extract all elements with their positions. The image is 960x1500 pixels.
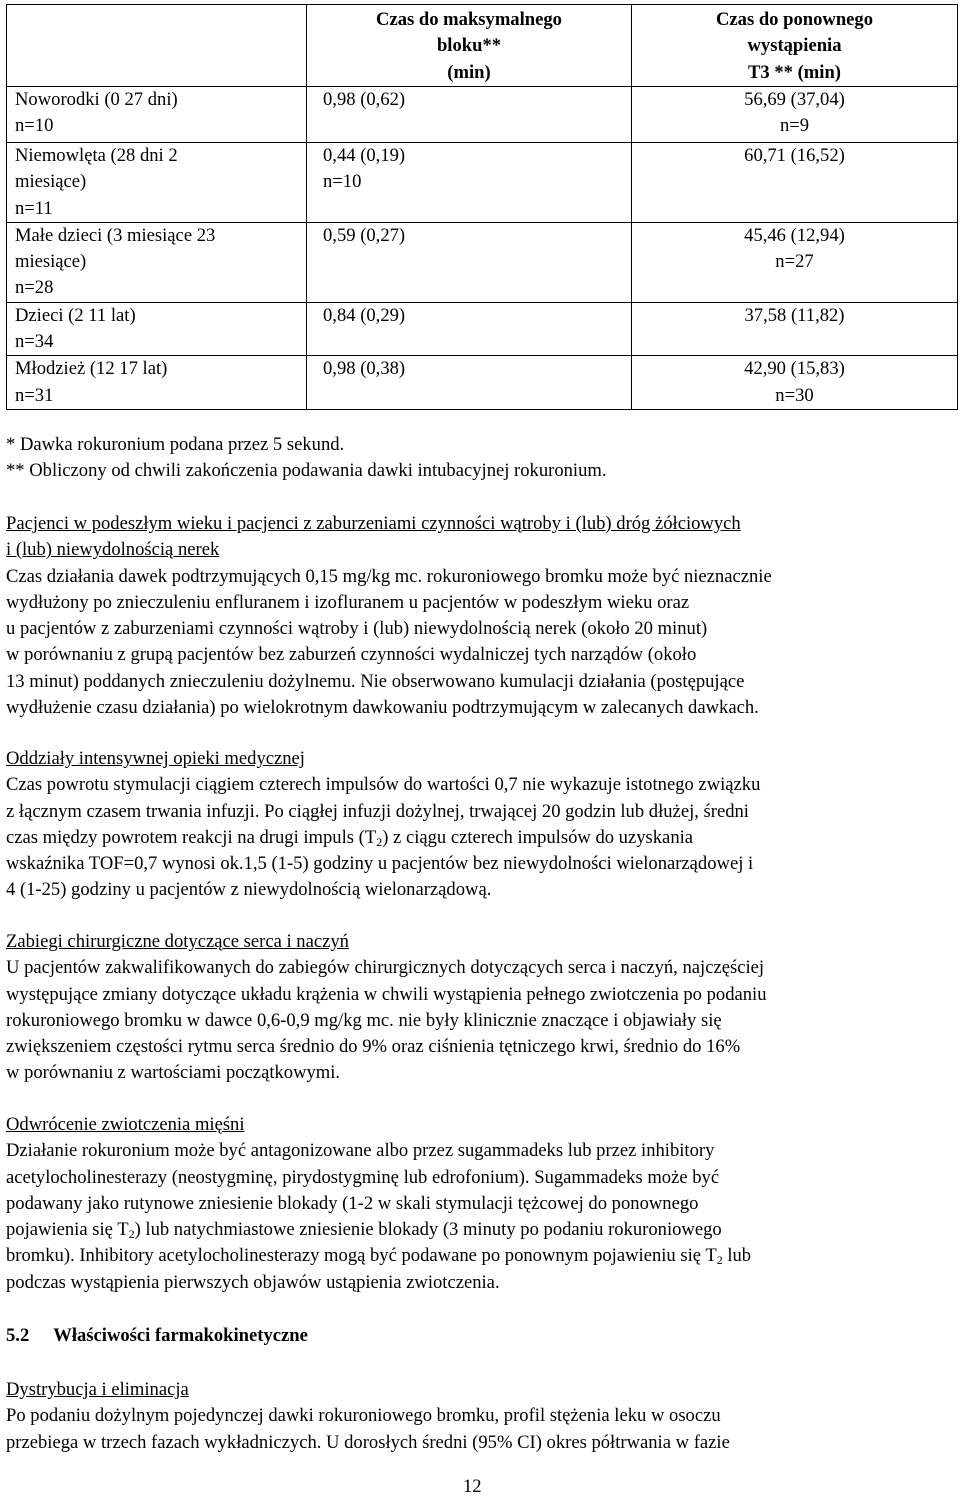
table-header-empty (7, 5, 307, 87)
paragraph-line: podawany jako rutynowe zniesienie blokady (1-2 w skali stymulacji tężcowej do ponownego (6, 1192, 699, 1214)
section-heading: Odwrócenie zwiotczenia mięśni (6, 1114, 245, 1135)
table-row (7, 222, 958, 302)
recovery-cell: 42,90 (15,83) n=30 (632, 356, 958, 410)
section-number: 5.2 (6, 1325, 30, 1346)
paragraph-line: Czas działania dawek podtrzymujących 0,15 mg/kg mc. rokuroniowego bromku może być nieznacznie (6, 565, 772, 587)
paragraph-line: podczas wystąpienia pierwszych objawów ustąpienia zwiotczenia. (6, 1271, 500, 1293)
footnote: * Dawka rokuronium podana przez 5 sekund. (6, 434, 345, 455)
paragraph-line: rokuroniowego bromku w dawce 0,6-0,9 mg/kg mc. nie były klinicznie znaczące i objawiały się (6, 1009, 722, 1031)
paragraph-line: u pacjentów z zaburzeniami czynności wątroby i (lub) niewydolnością nerek (około 20 minut) (6, 618, 708, 640)
page-number: 12 (463, 1476, 482, 1497)
max-block-cell: 0,98 (0,62) (307, 87, 632, 143)
section-elderly (6, 511, 954, 721)
table-header-max-block: Czas do maksymalnego bloku** (min) (307, 5, 632, 87)
dose-table (6, 4, 958, 410)
paragraph-line: bromku). Inhibitory acetylocholinesterazy mogą być podawane po ponownym pojawieniu się $T_2$ lub (6, 1245, 752, 1268)
paragraph-line: wydłużony po znieczuleniu enfluranem i izofluranem u pacjentów w podeszłym wieku oraz (6, 591, 690, 613)
max-block-cell: 0,59 (0,27) (307, 222, 632, 302)
max-block-cell: 0,84 (0,29) (307, 302, 632, 356)
paragraph-line: wskaźnika TOF=0,7 wynosi ok.1,5 (1-5) godziny u pacjentów bez niewydolności wielonarządowej i (6, 853, 754, 875)
table-row (7, 87, 958, 143)
paragraph-line: Czas powrotu stymulacji ciągiem czterech impulsów do wartości 0,7 nie wykazuje istotnego związku (6, 774, 761, 796)
age-group-cell: Noworodki (0 27 dni) n=10 (7, 87, 307, 143)
paragraph-line: Po podaniu dożylnym pojedynczej dawki rokuroniowego bromku, profil stężenia leku w osoczu (6, 1405, 721, 1427)
section-pk-heading (6, 1323, 954, 1349)
paragraph-line: z łącznym czasem trwania infuzji. Po ciągłej infuzji dożylnej, trwającej 20 godzin lub dłużej, średni (6, 800, 749, 822)
paragraph-line: 13 minut) poddanych znieczuleniu dożylnemu. Nie obserwowano kumulacji działania (postępujące (6, 670, 745, 692)
section-cardiac (6, 929, 954, 1087)
section-title: Właściwości farmakokinetyczne (53, 1325, 308, 1346)
paragraph-line: U pacjentów zakwalifikowanych do zabiegów chirurgicznych dotyczących serca i naczyń, najczęściej (6, 957, 765, 979)
section-distribution (6, 1377, 954, 1456)
section-reversal (6, 1112, 954, 1296)
table-header-recovery: Czas do ponownego wystąpienia T3 ** (min) (632, 5, 958, 87)
paragraph-line: w porównaniu z grupą pacjentów bez zaburzeń czynności wydalniczej tych narządów (około (6, 644, 697, 666)
recovery-cell: 56,69 (37,04) n=9 (632, 87, 958, 143)
recovery-cell: 37,58 (11,82) (632, 302, 958, 356)
paragraph-line: acetylocholinesterazy (neostygminę, pirydostygminę lub edrofonium). Sugammadeks może być (6, 1166, 720, 1188)
paragraph-line: pojawienia się $T_2$) lub natychmiastowe zniesienie blokady (3 minuty po podaniu rokuroniowego (6, 1219, 722, 1242)
table-row (7, 356, 958, 410)
paragraph-line: wydłużenie czasu działania) po wielokrotnym dawkowaniu podtrzymującym w zalecanych dawkach. (6, 697, 759, 719)
section-heading: Dystrybucja i eliminacja (6, 1379, 189, 1400)
paragraph-line: w porównaniu z wartościami początkowymi. (6, 1062, 341, 1084)
paragraph-line: czas między powrotem reakcji na drugi impuls $(T_2)$ z ciągu czterech impulsów do uzyskania (6, 826, 694, 849)
section-heading: i (lub) niewydolnością nerek (6, 539, 220, 561)
table-header-row (7, 5, 958, 87)
section-icu (6, 746, 954, 904)
paragraph-line: występujące zmiany dotyczące układu krążenia w chwili wystąpienia pełnego zwiotczenia po podaniu (6, 983, 767, 1005)
table-row (7, 143, 958, 223)
section-number-title (6, 1323, 954, 1349)
age-group-cell: Dzieci (2 11 lat) n=34 (7, 302, 307, 356)
paragraph-line: przebiega w trzech fazach wykładniczych. U dorosłych średni (95% CI) okres półtrwania w fazie (6, 1431, 730, 1453)
recovery-cell: 60,71 (16,52) (632, 143, 958, 223)
age-group-cell: Małe dzieci (3 miesiące 23 miesiące) n=28 (7, 222, 307, 302)
section-heading: Oddziały intensywnej opieki medycznej (6, 748, 305, 769)
paragraph-line: 4 (1-25) godziny u pacjentów z niewydolnością wielonarządową. (6, 879, 492, 901)
footnote: ** Obliczony od chwili zakończenia podawania dawki intubacyjnej rokuronium. (6, 460, 607, 482)
table-footnotes (6, 432, 954, 485)
age-group-cell: Niemowlęta (28 dni 2 miesiące) n=11 (7, 143, 307, 223)
paragraph-line: Działanie rokuronium może być antagonizowane albo przez sugammadeks lub przez inhibitory (6, 1140, 715, 1162)
max-block-cell: 0,98 (0,38) (307, 356, 632, 410)
paragraph-line: zwiększeniem częstości rytmu serca średnio do 9% oraz ciśnienia tętniczego krwi, średnio do 16% (6, 1036, 741, 1058)
age-group-cell: Młodzież (12 17 lat) n=31 (7, 356, 307, 410)
section-heading: Pacjenci w podeszłym wieku i pacjenci z zaburzeniami czynności wątroby i (lub) dróg żółciowych (6, 513, 741, 534)
recovery-cell: 45,46 (12,94) n=27 (632, 222, 958, 302)
max-block-cell: 0,44 (0,19) n=10 (307, 143, 632, 223)
table-row (7, 302, 958, 356)
section-heading: Zabiegi chirurgiczne dotyczące serca i naczyń (6, 931, 349, 952)
